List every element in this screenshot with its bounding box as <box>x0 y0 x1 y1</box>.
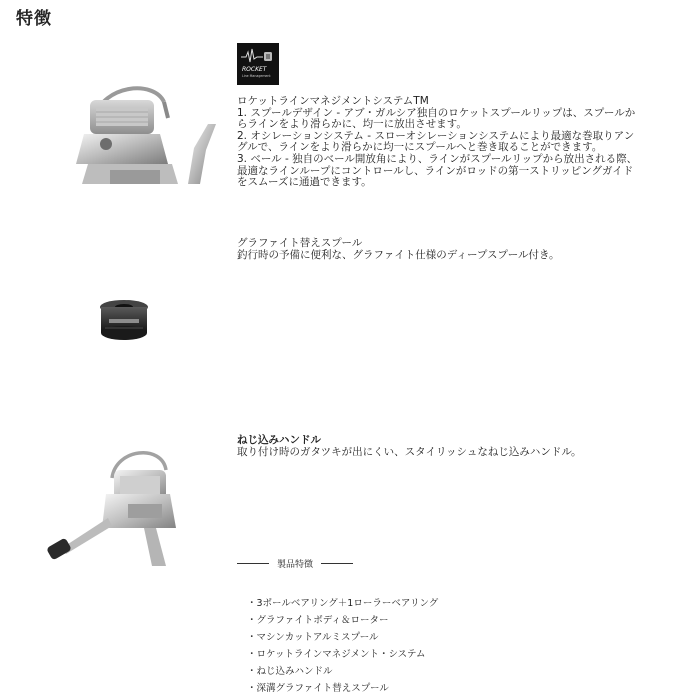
rocket-line-management-logo <box>237 43 279 85</box>
list-item: ・ねじ込みハンドル <box>247 666 333 677</box>
reel-closeup-image <box>76 78 220 184</box>
screw-in-handle-section <box>237 435 682 458</box>
product-features-label: 製品特徴 <box>277 560 314 570</box>
spool-section-heading: グラファイト替えスプール <box>237 237 363 249</box>
rocket-section-heading: ロケットラインマネジメントシステムTM <box>237 95 429 107</box>
rocket-section-line: グルで、ラインをより滑らかに均一にスプールへと巻き取ることができます。 <box>237 141 603 154</box>
handle-section-description: 取り付け時のガタツキが出にくい、スタイリッシュなねじ込みハンドル。 <box>237 445 582 458</box>
list-item: ・ロケットラインマネジメント・システム <box>247 649 426 660</box>
rocket-section-line: 1. スプールデザイン - アブ・ガルシア独自のロケットスプールリップは、スプールか <box>237 106 636 119</box>
svg-text:ROCKET: ROCKET <box>242 66 267 73</box>
rocket-section-line: 2. オシレーションシステム - スローオシレーションシステムにより最適な巻取りアン <box>237 129 635 142</box>
rocket-section-line: らラインをより滑らかに、均一に放出させます。 <box>237 118 467 131</box>
divider <box>321 563 353 564</box>
page-title: 特徴 <box>16 9 52 29</box>
handle-section-heading: ねじ込みハンドル <box>237 434 321 446</box>
svg-text:Line Management: Line Management <box>242 74 271 78</box>
rocket-section-line: をスムーズに通過できます。 <box>237 176 372 189</box>
list-item: ・深溝グラファイト替えスプール <box>247 683 389 694</box>
product-features-list <box>247 598 438 700</box>
graphite-spool-section <box>237 238 682 261</box>
rocket-line-management-section <box>237 96 682 189</box>
list-item: ・マシンカットアルミスプール <box>247 632 379 643</box>
rocket-section-line: 3. ベール - 独自のベール開放角により、ラインがスプールリップから放出される際、 <box>237 152 638 165</box>
list-item: ・グラファイトボディ＆ローター <box>247 615 389 626</box>
spool-section-description: 釣行時の予備に便利な、グラファイト仕様のディープスプール付き。 <box>237 248 560 261</box>
spare-spool-image <box>95 295 153 353</box>
reel-with-handle-image <box>44 444 194 570</box>
rocket-section-line: 最適なラインループにコントロールし、ラインがロッドの第一ストリッピングガイド <box>237 164 634 177</box>
list-item: ・3ボールベアリング＋1ローラーベアリング <box>247 598 439 609</box>
product-features-heading <box>237 556 354 570</box>
divider <box>237 563 269 564</box>
